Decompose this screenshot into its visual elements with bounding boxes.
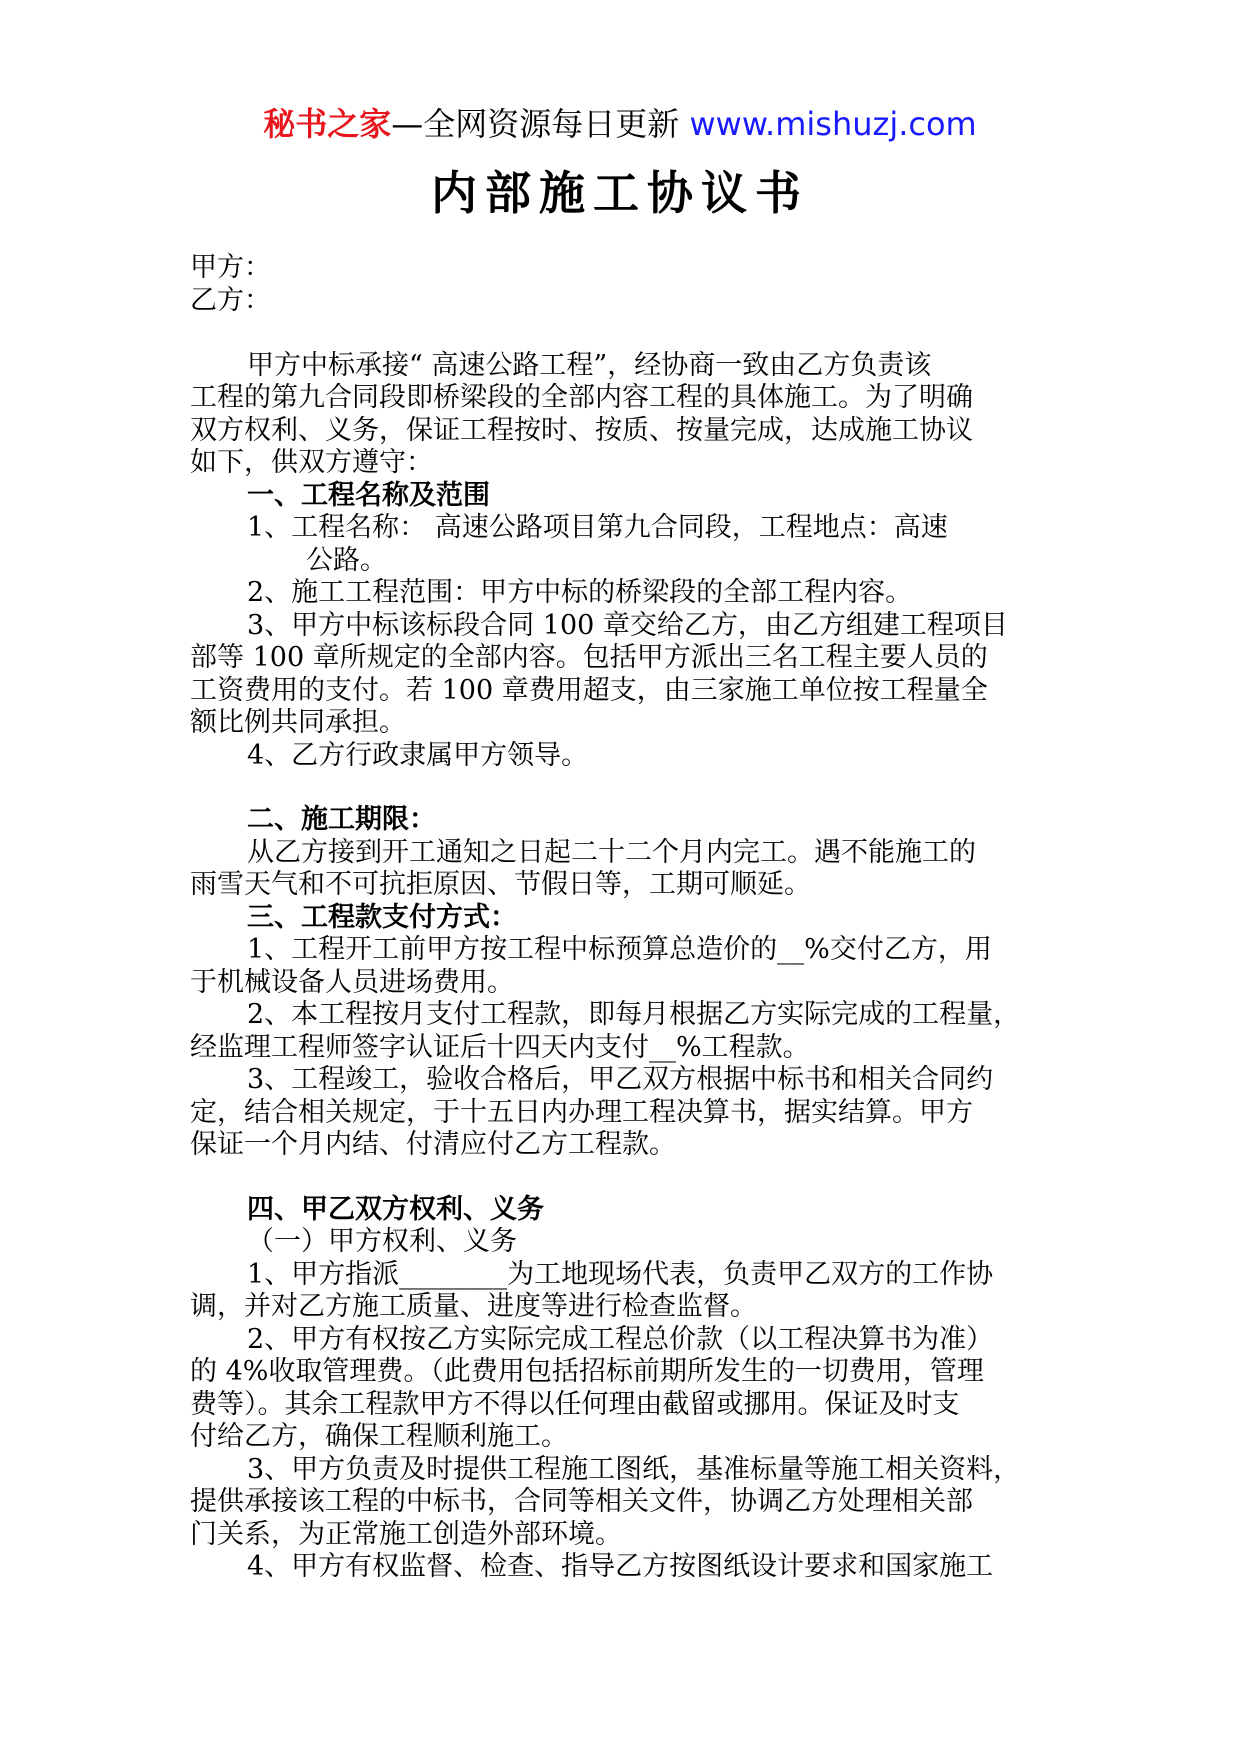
paragraph-line: 的 4%收取管理费。（此费用包括招标前期所发生的一切费用，管理 [190,1356,984,1387]
section-heading: 一、工程名称及范围 [247,479,490,511]
paragraph-line: 双方权利、义务，保证工程按时、按质、按量完成，达成施工协议 [190,414,973,446]
party-a-line: 甲方： [190,252,271,283]
paragraph-line: 雨雪天气和不可抗拒原因、节假日等，工期可顺延。 [190,869,811,900]
paragraph-line: 甲方中标承接“ 高速公路工程”，经协商一致由乙方负责该 [247,349,932,381]
paragraph-line: 4、甲方有权监督、检查、指导乙方按图纸设计要求和国家施工 [247,1551,994,1582]
spacer [190,772,1060,804]
paragraph-line: 保证一个月内结、付清应付乙方工程款。 [190,1129,676,1160]
paragraph-line: 付给乙方，确保工程顺利施工。 [190,1421,568,1452]
paragraph-line: 3、甲方中标该标段合同 100 章交给乙方，由乙方组建工程项目 [247,609,1008,641]
document-title: 内部施工协议书 [431,166,809,220]
paragraph-line: 提供承接该工程的中标书，合同等相关文件，协调乙方处理相关部 [190,1486,973,1517]
paragraph-line: 门关系，为正常施工创造外部环境。 [190,1518,622,1550]
paragraph-line: 于机械设备人员进场费用。 [190,966,514,998]
spacer [190,1162,1060,1194]
party-b-line: 乙方： [190,284,271,316]
paragraph-line: 2、本工程按月支付工程款，即每月根据乙方实际完成的工程量， [247,999,1021,1030]
spacer [190,317,1060,350]
paragraph-line: 从乙方接到开工通知之日起二十二个月内完工。遇不能施工的 [247,836,976,868]
subsection-heading: （一）甲方权利、义务 [247,1226,517,1257]
paragraph-line: 1、工程开工前甲方按工程中标预算总造价的__%交付乙方，用 [247,934,992,965]
paragraph-line: 定，结合相关规定，于十五日内办理工程决算书，据实结算。甲方 [190,1096,973,1128]
paragraph-line: 额比例共同承担。 [190,707,406,738]
paragraph-line: 费等）。其余工程款甲方不得以任何理由截留或挪用。保证及时支 [190,1388,960,1420]
section-heading: 二、施工期限： [247,804,436,835]
brand-name: 秘书之家 [263,105,392,143]
paragraph-line: 2、甲方有权按乙方实际完成工程总价款（以工程决算书为准） [247,1323,994,1355]
section-heading: 四、甲乙双方权利、义务 [247,1193,544,1225]
banner-slogan: —全网资源每日更新 [391,105,680,143]
paragraph-line: 调，并对乙方施工质量、进度等进行检查监督。 [190,1291,757,1322]
website-link[interactable]: www.mishuzj.com [689,105,977,143]
paragraph-line: 1、工程名称： 高速公路项目第九合同段，工程地点：高速 [247,512,948,543]
paragraph-line: 如下，供双方遵守： [190,447,433,478]
paragraph-line: 2、施工工程范围：甲方中标的桥梁段的全部工程内容。 [247,577,913,608]
section-heading: 三、工程款支付方式： [247,901,517,933]
paragraph-line: 公路。 [306,544,387,576]
document-body [190,252,1060,1584]
header-banner [0,100,1240,148]
paragraph-line: 部等 100 章所规定的全部内容。包括甲方派出三名工程主要人员的 [190,642,988,673]
paragraph-line: 4、乙方行政隶属甲方领导。 [247,739,589,771]
paragraph-line: 工程的第九合同段即桥梁段的全部内容工程的具体施工。为了明确 [190,382,973,413]
paragraph-line: 3、甲方负责及时提供工程施工图纸，基准标量等施工相关资料， [247,1453,1021,1485]
paragraph-line: 1、甲方指派________为工地现场代表，负责甲乙双方的工作协 [247,1258,994,1290]
paragraph-line: 3、工程竣工，验收合格后，甲乙双方根据中标书和相关合同约 [247,1064,994,1095]
paragraph-line: 工资费用的支付。若 100 章费用超支，由三家施工单位按工程量全 [190,674,988,706]
paragraph-line: 经监理工程师签字认证后十四天内支付__%工程款。 [190,1031,810,1063]
